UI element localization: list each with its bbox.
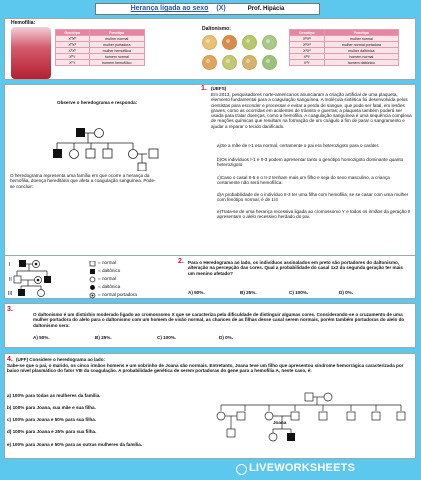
daltonismo-table-cell: XᵈY [290,60,325,66]
q2-gen-i: I [9,262,11,268]
q2-carrier-dot-ii2 [37,279,40,282]
hemofilia-table-row [56,60,145,66]
q1-option-d[interactable]: d)A probabilidade de o indivíduo II-3 ter uma filha com hemofilia, se se casar com uma mulher com fenótipo normal, é de 1/4 [217,192,409,203]
daltonismo-table-cell: mulher daltônica [324,48,398,54]
daltonismo-table-cell: XᴰXᴰ [290,36,325,42]
q4-male-brother-3 [372,412,380,420]
daltonismo-table-cell: XᵈXᵈ [290,48,325,54]
q1-female-i2 [95,129,104,138]
liveworksheets-logo-icon [236,464,247,475]
q1-option-b[interactable]: b)Os indivíduos I-1 e II-3 podem apresentar tanto o genótipo homozigoto dominante quanto heterozigoto [217,157,404,168]
q2-carrier-dot-i2 [35,263,38,266]
liveworksheets-brand: LIVEWORKSHEETS [249,462,356,474]
intro-card [4,18,416,80]
q4-male-brother-in-law [237,412,245,420]
q1-left-title: Observe o heredograma e responda: [57,100,138,105]
q1-male-i1 [76,128,85,137]
daltonismo-table-cell: Fenótipo [324,30,398,36]
question-3-card [4,303,416,348]
daltonismo-table-cell: mulher normal portadora [324,42,398,48]
daltonismo-table-cell: XᴰY [290,54,325,60]
question-4-card [4,353,416,459]
q1-male-iii1 [149,149,158,158]
q4-text: Sabe-se que o pai, o marido, os cinco irmãos homens e um sobrinho de Joana são normais. Entretanto, Joana teve um filho que apresentou síndrome hemorrágica caracterizada por baixo nível plasmático do fator VIII da coagulação. A probabilidade genética de serem portadoras do gene para a hemofilia A, neste caso, é: [7,363,404,374]
hemofilia-table-cell: Genótipo [56,30,90,36]
q2-female-iii2 [38,290,45,297]
q2-legend-color-blind-male: = daltônico [98,268,121,273]
q1-male-ii4 [103,149,112,158]
q1-option-c[interactable]: c)Caso o casal II-5 e o II-2 tenham mais um filho e seja do sexo masculino, a criança certamente não será hemofílica. [217,175,390,186]
hemofilia-label: Hemofilia: [11,20,36,26]
daltonismo-label: Daltonismo: [202,26,231,32]
teacher-name: Prof. Hipácia [247,6,285,12]
q2-male-ii3 [44,276,51,283]
q2-gen-iii: III [8,291,13,297]
q1-source: (UEFS) [211,86,227,91]
hemofilia-table-cell: XʰXʰ [56,48,90,54]
title-text: Herança ligada ao sexo [130,5,209,12]
q3-number: 3. [7,306,13,313]
q1-male-ii1 [53,149,62,158]
worksheet-title [95,3,320,15]
q4-female-joana [265,412,273,420]
daltonismo-table [289,29,399,66]
legend-normal-female-icon [90,277,95,282]
q4-joana-label: Joana [273,420,287,425]
ishihara-plate [222,55,237,70]
hemofilia-table-cell: mulher portadora [89,42,144,48]
title-marker: (X) [216,5,226,12]
q2-option-a[interactable]: A) 50%. [188,290,205,295]
q1-female-ii5 [129,150,138,159]
daltonismo-table-cell: homem normal [324,54,398,60]
q4-female-sister [217,412,225,420]
ishihara-plate [262,55,277,70]
q1-option-e[interactable]: e)Trata-se de uma herança recessiva ligada ao cromossomo Y e todos os irmãos da geração II apresentam o alelo recessivo herdado do pai. [217,209,411,220]
q2-legend-color-blind-female: = daltônica [98,284,121,289]
q4-male-affected-son [287,433,295,441]
daltonismo-table-cell: homem daltônico [324,60,398,66]
q1-male-ii3 [86,149,95,158]
q2-option-b[interactable]: B) 25%. [240,290,257,295]
ishihara-plate [242,55,257,70]
daltonismo-table-cell: Genótipo [290,30,325,36]
q1-male-iii2 [138,163,146,171]
q3-option-c[interactable]: C) 100%. [157,335,177,340]
q4-female-grandmother [324,393,332,401]
q2-male-ii1 [14,276,21,283]
q4-male-husband [291,412,299,420]
q4-source: (UFF) Considere o heredograma ao lado: [16,357,106,362]
q2-legend-carrier-female: = normal portadora [98,292,137,297]
q2-option-d[interactable]: D) 0%. [339,290,354,295]
q4-option-b[interactable]: b) 100% para Joana, sua mãe e sua filha. [7,405,96,410]
q3-option-a[interactable]: A) 50%. [33,335,50,340]
q1-female-ii2 [70,150,79,159]
ishihara-plate [202,35,217,50]
hemofilia-table [55,29,145,66]
ishihara-plate [242,35,257,50]
q3-option-d[interactable]: D) 0%. [219,335,234,340]
hemofilia-table-cell: homem hemofílico [89,60,144,66]
q2-number: 2. [178,258,184,265]
hemofilia-table-cell: Fenótipo [89,30,144,36]
ishihara-plate [222,35,237,50]
q1-option-a[interactable]: a)Se a mãe de I-1 era normal, certamente o pai era heterozigoto para o caráter. [217,143,380,148]
daltonismo-table-cell: mulher normal [324,36,398,42]
hemofilia-table-cell: mulher hemofílica [89,48,144,54]
ishihara-plate [262,35,277,50]
q4-option-e[interactable]: e) 100% para Joana e 50% para as outras mulheres da família. [7,442,143,447]
q4-male-brother-4 [397,412,405,420]
hemofilia-table-cell: XᴴY [56,54,90,60]
q4-male-brother-2 [347,412,355,420]
q4-option-c[interactable]: c) 100% para Joana e 50% para sua filha. [7,417,97,422]
hemofilia-table-cell: XᴴXʰ [56,42,90,48]
q3-option-b[interactable]: B) 25%. [95,335,112,340]
hemofilia-table-cell: homem normal [89,54,144,60]
ishihara-plate [202,55,217,70]
blood-image [11,27,51,79]
q4-male-grandfather [305,393,313,401]
legend-normal-male-icon [90,261,95,266]
daltonismo-table-row [290,60,399,66]
hemofilia-table-cell: XᴴXᴴ [56,36,90,42]
q3-text: O daltonismo é um distúrbio moderado ligado ao cromossomo X que se caracteriza pela dificuldade de distinguir algumas cores. Considerando-se o cruzamento de uma mulher portadora do alelo para o daltonismo com um homem de visão normal, as chances de as filhas desse casal serem normais, porém também portadoras do alelo do daltonismo sera: [33,312,405,328]
q2-male-i1 [19,260,26,267]
q4-option-d[interactable]: d) 100% para Joana e 25% para sua filha. [7,429,97,434]
legend-color-blind-female-icon [90,285,95,290]
q2-pedigree [7,258,89,298]
q4-pedigree [211,391,411,457]
q2-gen-ii: II [9,277,12,283]
question-2-card [4,255,416,299]
q2-legend-normal-female: = normal [98,276,117,281]
q4-number: 4. [7,356,13,363]
question-1-card [4,84,416,256]
q2-legend-normal-male: = normal [98,260,117,265]
hemofilia-table-cell: XʰY [56,60,90,66]
q1-text: Em 2013, pesquisadores norte-americanos anunciaram a criação artificial de uma plaqueta, elemento fundamental para a coagulação sanguínea. A molécula sintética foi desenvolvida pelos cientistas para esconder e processar e evitar a perda de sangue, que pode ser fatal, em lesões graves, como as ocorridas em acidentes de trânsito e guerras; a plaqueta também poderá ser usada para tratar doenças, como a hemofilia. A coagulação sanguínea é uma sequência complexa de reações químicas que resultam na formação de um coágulo a fim de parar o sangramento e ajudar a reparar o tecido danificado. [211,92,412,129]
hemofilia-table-cell: mulher normal [89,36,144,42]
q4-male-brother-1 [319,412,327,420]
q2-option-c[interactable]: C) 100%. [289,290,309,295]
q1-left-caption: O heredograma representa uma família em que ocorre a herança da hemofilia, doença hereditária que afeta a coagulação sanguínea. Pode-se concluir: [10,173,156,189]
q1-number: 1. [201,85,207,92]
legend-color-blind-male-icon [90,269,95,274]
q4-male-nephew [227,429,235,437]
q4-option-a[interactable]: a) 100% para todas as mulheres da família. [7,393,101,398]
q2-male-iii1 [18,289,25,296]
q2-legend-symbols [89,261,97,299]
q2-question: Para o Heredograma ao lado, os indivíduos assinalados em preto são portadores do daltonismo, alteração na percepção das cores. Qual a probabilidade do casal 1x2 da segunda geração ter mais um menino afetado? [188,260,403,276]
q1-pedigree [23,123,178,171]
daltonismo-table-cell: XᴰXᵈ [290,42,325,48]
q4-female-daughter [269,433,277,441]
